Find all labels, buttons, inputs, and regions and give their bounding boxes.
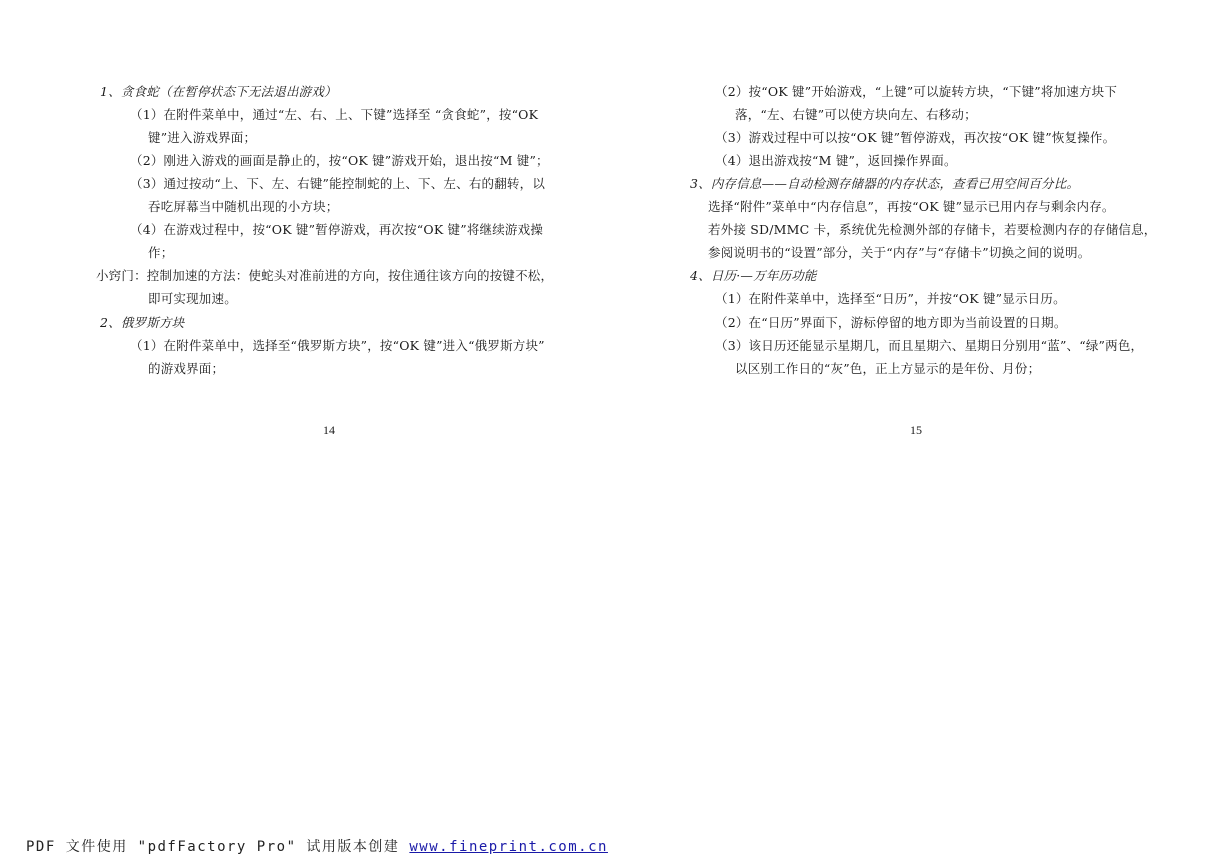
paragraph-line: 的游戏界面； [148,361,225,376]
paragraph-line: 以区别工作日的“灰”色，正上方显示的是年份、月份； [735,361,1041,376]
paragraph-line: （1）在附件菜单中，通过“左、右、上、下键”选择至 “贪食蛇”，按“OK [130,107,539,122]
paragraph-line: （3）游戏过程中可以按“OK 键”暂停游戏，再次按“OK 键”恢复操作。 [715,130,1116,145]
paragraph-line: （2）在“日历”界面下，游标停留的地方即为当前设置的日期。 [715,315,1067,330]
section-heading-tetris: 2、俄罗斯方块 [100,315,185,330]
tip-line: 小窍门：控制加速的方法：使蛇头对准前进的方向，按住通往该方向的按键不松， [96,268,554,283]
paragraph-line: 落，“左、右键”可以使方块向左、右移动； [735,107,977,122]
page-number-right: 15 [910,423,922,437]
page-number-left: 14 [323,423,335,437]
tip-line: 即可实现加速。 [148,291,237,306]
pdf-watermark-footer [26,836,608,856]
paragraph-line: （2）刚进入游戏的画面是静止的，按“OK 键”游戏开始，退出按“M 键”； [130,153,549,168]
section-heading-memory: 3、内存信息——自动检测存储器的内存状态，查看已用空间百分比。 [690,176,1080,191]
paragraph-line: 参阅说明书的“设置”部分，关于“内存”与“存储卡”切换之间的说明。 [708,245,1091,260]
paragraph-line: （4）在游戏过程中，按“OK 键”暂停游戏，再次按“OK 键”将继续游戏操 [130,222,544,237]
paragraph-line: 吞吃屏幕当中随机出现的小方块； [148,199,339,214]
paragraph-line: 选择“附件”菜单中“内存信息”，再按“OK 键”显示已用内存与剩余内存。 [708,199,1115,214]
paragraph-line: 键”进入游戏界面； [148,130,257,145]
section-heading-snake: 1、贪食蛇（在暂停状态下无法退出游戏） [100,84,337,99]
paragraph-line: （4）退出游戏按“M 键”，返回操作界面。 [715,153,957,168]
section-heading-calendar: 4、日历·—万年历功能 [690,268,817,283]
paragraph-line: （1）在附件菜单中，选择至“日历”，并按“OK 键”显示日历。 [715,291,1066,306]
paragraph-line: （1）在附件菜单中，选择至“俄罗斯方块”，按“OK 键”进入“俄罗斯方块” [130,338,545,353]
fineprint-link[interactable]: www.fineprint.com.cn [409,839,608,855]
paragraph-line: （3）通过按动“上、下、左、右键”能控制蛇的上、下、左、右的翻转，以 [130,176,546,191]
paragraph-line: （2）按“OK 键”开始游戏，“上键”可以旋转方块，“下键”将加速方块下 [715,84,1118,99]
paragraph-line: 若外接 SD/MMC 卡，系统优先检测外部的存储卡，若要检测内存的存储信息， [708,222,1157,237]
paragraph-line: （3）该日历还能显示星期几，而且星期六、星期日分别用“蓝”、“绿”两色， [715,338,1144,353]
footer-text: PDF 文件使用 "pdfFactory Pro" 试用版本创建 [26,839,410,855]
paragraph-line: 作； [148,245,174,260]
